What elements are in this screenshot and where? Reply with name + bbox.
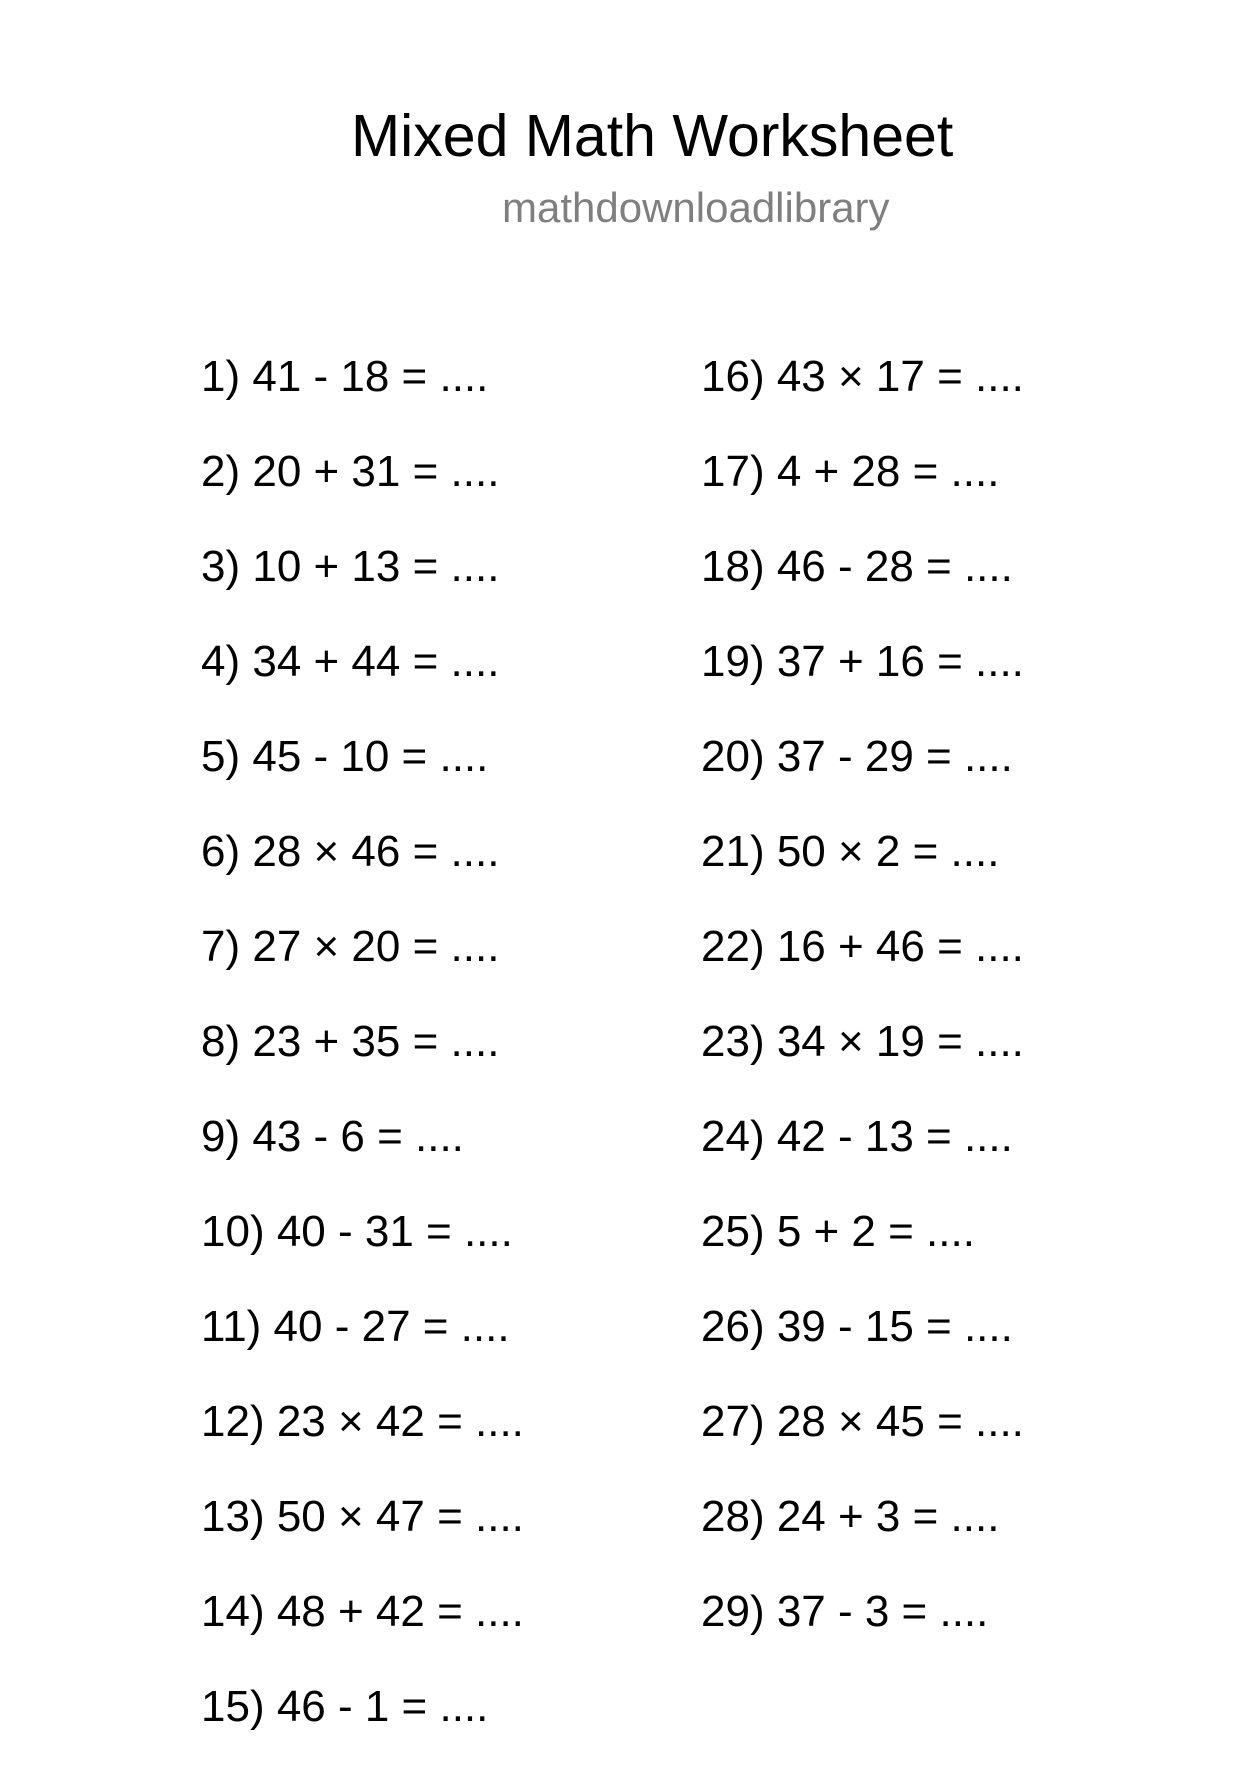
problem-item: 26) 39 - 15 = .... bbox=[701, 1302, 1013, 1351]
problem-item: 22) 16 + 46 = .... bbox=[701, 922, 1024, 971]
problem-item: 10) 40 - 31 = .... bbox=[201, 1207, 513, 1256]
problem-item: 15) 46 - 1 = .... bbox=[201, 1682, 489, 1731]
problem-column-left bbox=[201, 347, 524, 1772]
problem-item: 5) 45 - 10 = .... bbox=[201, 732, 489, 781]
problem-item: 9) 43 - 6 = .... bbox=[201, 1112, 464, 1161]
problem-item: 14) 48 + 42 = .... bbox=[201, 1587, 524, 1636]
problem-item: 1) 41 - 18 = .... bbox=[201, 352, 489, 401]
problem-item: 16) 43 × 17 = .... bbox=[701, 352, 1024, 401]
problem-item: 21) 50 × 2 = .... bbox=[701, 827, 1000, 876]
problem-item: 25) 5 + 2 = .... bbox=[701, 1207, 975, 1256]
problem-item: 18) 46 - 28 = .... bbox=[701, 542, 1013, 591]
problem-item: 27) 28 × 45 = .... bbox=[701, 1397, 1024, 1446]
problem-item: 12) 23 × 42 = .... bbox=[201, 1397, 524, 1446]
problem-column-right bbox=[701, 347, 1024, 1677]
problem-item: 11) 40 - 27 = .... bbox=[201, 1302, 510, 1351]
problem-item: 24) 42 - 13 = .... bbox=[701, 1112, 1013, 1161]
problem-item: 29) 37 - 3 = .... bbox=[701, 1587, 989, 1636]
problem-item: 17) 4 + 28 = .... bbox=[701, 447, 1000, 496]
problem-item: 20) 37 - 29 = .... bbox=[701, 732, 1013, 781]
problem-item: 19) 37 + 16 = .... bbox=[701, 637, 1024, 686]
problem-item: 4) 34 + 44 = .... bbox=[201, 637, 500, 686]
problem-item: 2) 20 + 31 = .... bbox=[201, 447, 500, 496]
problem-item: 8) 23 + 35 = .... bbox=[201, 1017, 500, 1066]
problem-item: 3) 10 + 13 = .... bbox=[201, 542, 500, 591]
worksheet-title: Mixed Math Worksheet bbox=[351, 103, 954, 169]
source-label: mathdownloadlibrary bbox=[502, 184, 890, 231]
problem-item: 28) 24 + 3 = .... bbox=[701, 1492, 1000, 1541]
problem-item: 7) 27 × 20 = .... bbox=[201, 922, 500, 971]
problem-item: 6) 28 × 46 = .... bbox=[201, 827, 500, 876]
problem-item: 13) 50 × 47 = .... bbox=[201, 1492, 524, 1541]
problem-item: 23) 34 × 19 = .... bbox=[701, 1017, 1024, 1066]
